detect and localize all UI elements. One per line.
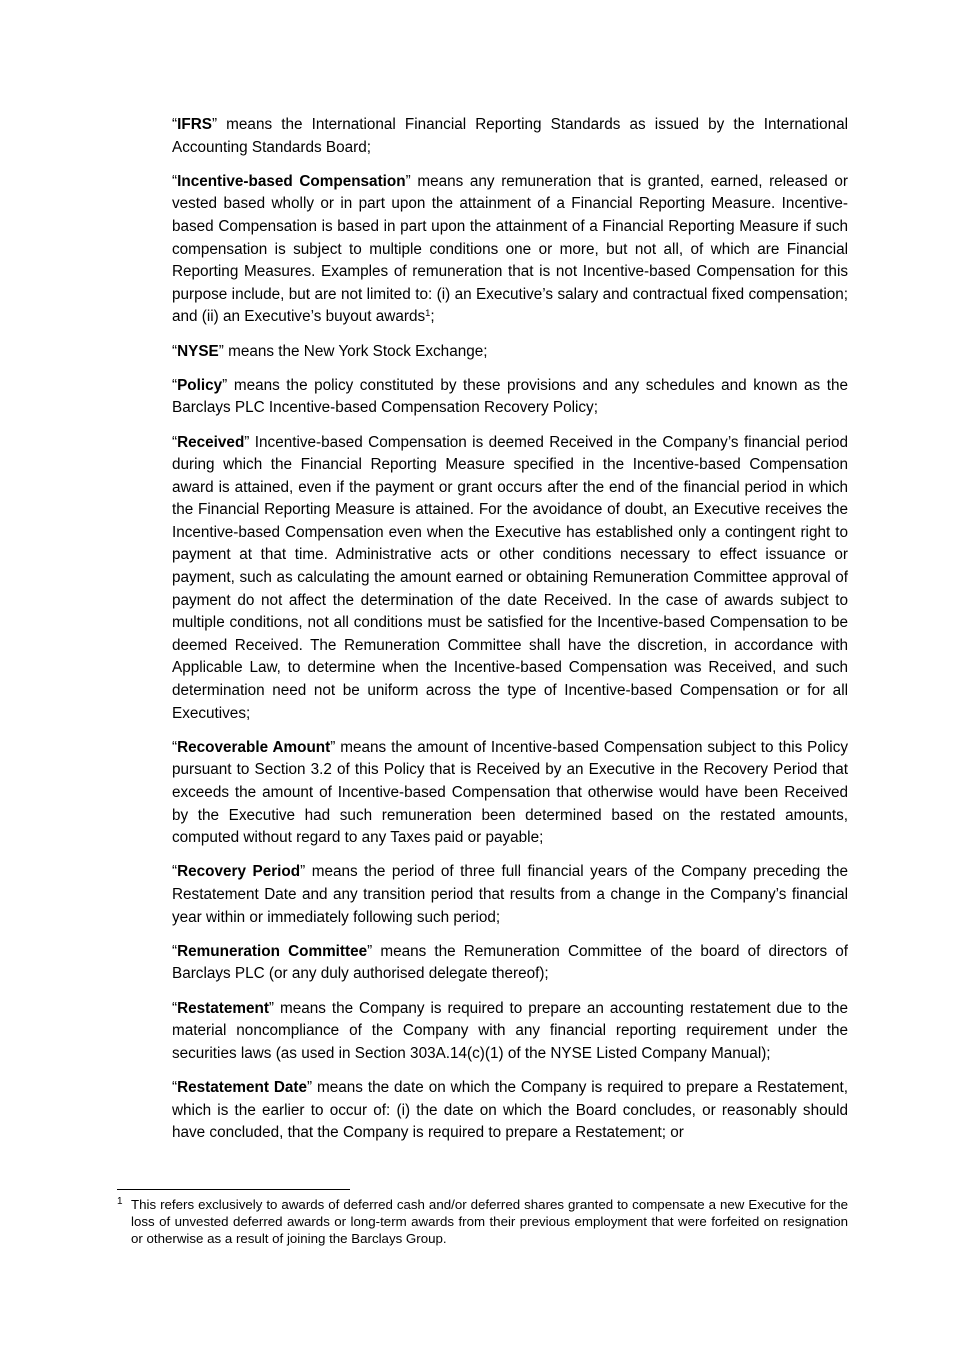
quote-close: ” [367,942,373,960]
quote-open: “ [172,738,178,756]
definition-text: means the date on which the Company is required to prepare a Restatement, which is the earlier to occur of: (i) the date on which the Board concludes, or reasonably should have concluded, that the Company is required to prepare a Restatement; or [172,1078,848,1142]
quote-close: ” [218,342,224,360]
definition-policy [172,375,848,420]
defined-term: Recoverable Amount [177,738,331,756]
definition-remuneration-committee [172,941,848,986]
footnote-text: This refers exclusively to awards of deferred cash and/or deferred shares granted to compensate a new Executive for the loss of unvested deferred awards or long-term awards from their previous employment that were forfeited on resignation or otherwise as a result of joining the Barclays Group. [131,1197,848,1246]
quote-close: ” [211,116,218,133]
footnote-reference[interactable]: 1 [425,308,431,320]
defined-term: Policy [177,376,223,394]
definition-received [172,432,848,726]
definition-recoverable-amount [172,737,848,850]
quote-open: “ [172,433,178,451]
quote-open: “ [172,116,178,133]
definition-nyse [172,341,848,364]
definition-restatement-date [172,1077,848,1145]
defined-term: Restatement Date [177,1078,307,1096]
quote-open: “ [172,342,178,360]
definition-recovery-period [172,861,848,929]
definitions-list [172,114,848,1156]
quote-open: “ [172,1078,178,1096]
footnote-marker: 1 [117,1196,123,1207]
defined-term: NYSE [177,342,219,360]
footnote-separator [117,1189,350,1190]
quote-close: ” [300,863,306,881]
quote-close: ” [330,738,336,756]
quote-close: ” [268,999,275,1017]
definition-text: means the Remuneration Committee of the board of directors of Barclays PLC (or any duly authorised delegate thereof); [172,942,848,983]
definition-text: means the International Financial Reporting Standards as issued by the International Accounting Standards Board; [172,116,848,156]
quote-close: ” [307,1078,313,1096]
definition-text: means the Company is required to prepare an accounting restatement due to the material noncompliance of the Company with any financial reporting requirement under the securities laws (as used in Section 303A.14(c)(1) of the NYSE Listed Company Manual); [172,999,848,1062]
quote-open: “ [172,863,178,881]
definition-incentive-based-compensation [172,171,848,329]
defined-term: Remuneration Committee [177,942,368,960]
quote-open: “ [172,999,178,1017]
definition-text: means the New York Stock Exchange; [223,342,488,360]
defined-term: Incentive-based Compensation [177,172,406,190]
quote-open: “ [172,172,178,190]
definition-text: means the policy constituted by these provisions and any schedules and known as the Barclays PLC Incentive-based Compensation Recovery Policy; [172,376,848,417]
definition-text: means any remuneration that is granted, earned, released or vested based wholly or in part upon the attainment of a Financial Reporting Measure. Incentive-based Compensation is based in part upon the attainment of a Financial Reporting Measure if such compensation is subject to multiple conditions one or more, but not all, of which are Financial Reporting Measures. Examples of remuneration that is not Incentive-based Compensation for this purpose include, but are not limited to: (i) an Executive’s salary and contractual fixed compensation; and (ii) an Executive’s buyout awards [172,172,849,326]
defined-term: IFRS [177,116,212,133]
definition-restatement [172,998,848,1066]
quote-close: ” [244,433,250,451]
definition-text: means the amount of Incentive-based Compensation subject to this Policy pursuant to Section 3.2 of this Policy that is Received by an Executive in the Recovery Period that exceeds the amount of Incentive-based Compensation that otherwise would have been Received by the Executive had such remuneration been determined based on the restated amounts, computed without regard to any Taxes paid or payable; [172,738,848,847]
quote-close: ” [405,172,411,190]
defined-term: Recovery Period [177,863,301,881]
quote-open: “ [172,376,178,394]
quote-open: “ [172,942,178,960]
definition-text-end: ; [430,308,435,326]
defined-term: Restatement [177,999,269,1017]
definition-text: Incentive-based Compensation is deemed Received in the Company’s financial period during which the Financial Reporting Measure specified in the Incentive-based Compensation award is attained, even if the payment or grant occurs after the end of the financial period in which the Financial Reporting Measure is attained. For the avoidance of doubt, an Executive receives the Incentive-based Compensation even when the Executive has established only a contingent right to payment at that time. Administrative acts or other conditions necessary to effect issuance or payment, such as calculating the amount earned or obtaining Remuneration Committee approval of payment do not affect the determination of the date Received. In the case of awards subject to multiple conditions, not all conditions must be satisfied for the Incentive-based Compensation to be deemed Received. The Remuneration Committee shall have the discretion, in accordance with Applicable Law, to determine when the Incentive-based Compensation was Received, and such determination need not be uniform across the type of Incentive-based Compensation or for all Executives; [172,433,848,722]
definition-text: means the period of three full financial years of the Company preceding the Restatement Date and any transition period that results from a change in the Company’s financial year within or immediately following such period; [172,863,848,926]
definition-ifrs [172,114,848,159]
defined-term: Received [177,433,245,451]
footnote [117,1196,848,1247]
quote-close: ” [222,376,228,394]
